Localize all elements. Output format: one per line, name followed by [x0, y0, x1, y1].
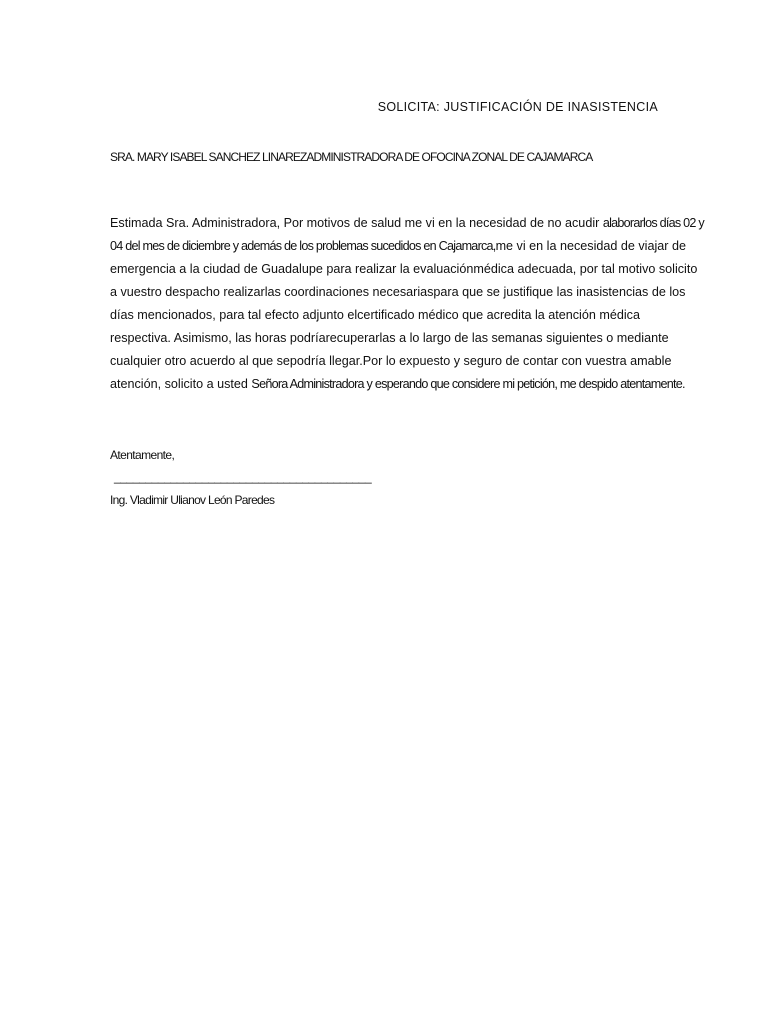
body-line	[110, 212, 704, 235]
body-line-text: me vi en la necesidad de viajar de	[495, 239, 686, 253]
body-line	[110, 235, 686, 258]
body-line	[110, 373, 685, 396]
body-line-text: respectiva. Asimismo, las horas podríarecuperarlas a lo largo de las semanas siguientes o mediante	[110, 331, 669, 345]
letter-signatory: Ing. Vladimir Ulianov León Paredes	[110, 493, 275, 507]
body-line-condensed-text: alaborarlos días 02 y	[602, 216, 704, 230]
body-line	[110, 281, 686, 304]
body-line-text: días mencionados, para tal efecto adjunto elcertificado médico que acredita la atención médica	[110, 308, 640, 322]
body-line-condensed-text: 04 del mes de diciembre y además de los problemas sucedidos en Cajamarca,	[110, 239, 496, 253]
letter-body	[110, 212, 704, 396]
body-line-text: a vuestro despacho realizarlas coordinaciones necesariaspara que se justifique las inasistencias de los	[110, 285, 686, 299]
body-line	[110, 350, 672, 373]
body-line-text: atención, solicito a usted	[110, 377, 252, 391]
letter-closing: Atentamente,	[110, 448, 175, 462]
letter-subject: SOLICITA: JUSTIFICACIÓN DE INASISTENCIA	[377, 100, 658, 114]
body-line	[110, 258, 698, 281]
signature-line: _________________________________________	[114, 470, 372, 484]
body-line	[110, 327, 669, 350]
body-line	[110, 304, 658, 327]
letter-addressee: SRA. MARY ISABEL SANCHEZ LINAREZADMINISTRADORA DE OFOCINA ZONAL DE CAJAMARCA	[110, 150, 593, 164]
body-line-text: cualquier otro acuerdo al que sepodría llegar.Por lo expuesto y seguro de contar con vuestra amable	[110, 354, 672, 368]
body-line-condensed-text: Señora Administradora y esperando que considere mi petición, me despido atentamente.	[251, 377, 685, 391]
body-line-text: emergencia a la ciudad de Guadalupe para realizar la evaluaciónmédica adecuada, por tal motivo solicito	[110, 262, 698, 276]
body-line-text: Estimada Sra. Administradora, Por motivos de salud me vi en la necesidad de no acudir	[110, 216, 603, 230]
